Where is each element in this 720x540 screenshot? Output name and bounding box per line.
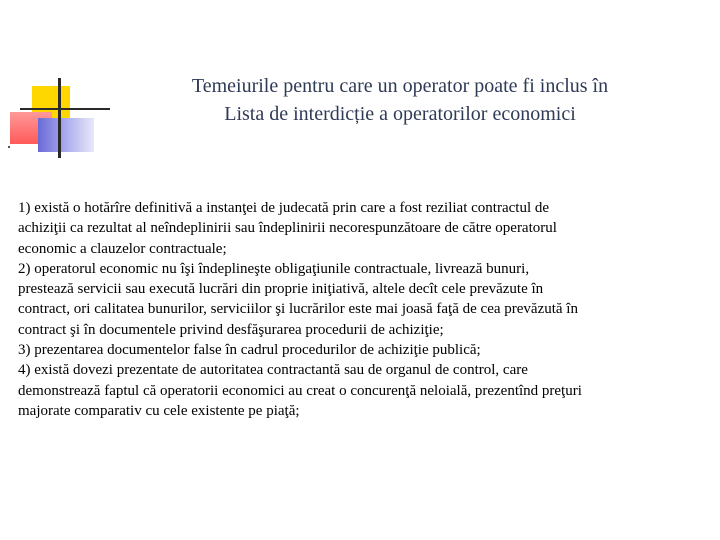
decorative-vertical-line — [58, 78, 61, 158]
body-line: 4) există dovezi prezentate de autoritatea contractantă sau de organul de control, care — [18, 362, 528, 379]
body-line: 3) prezentarea documentelor false în cadrul procedurilor de achiziţie publică; — [18, 342, 481, 359]
body-line: contract, ori calitatea bunurilor, serviciilor şi lucrărilor este mai joasă faţă de cea prevăzută în — [18, 301, 578, 318]
title-line: Lista de interdicție a operatorilor economici — [224, 103, 576, 125]
body-line: majorate comparativ cu cele existente pe piaţă; — [18, 402, 300, 419]
body-line: achiziţii ca rezultat al neîndeplinirii sau îndeplinirii necorespunzătoare de către operatorul — [18, 220, 557, 237]
decorative-blue-square — [38, 118, 94, 152]
body-line: 1) există o hotărîre definitivă a instanţei de judecată prin care a fost reziliat contractul de — [18, 200, 550, 216]
decorative-horizontal-line — [20, 108, 110, 110]
slide-body — [18, 198, 700, 421]
body-line: 2) operatorul economic nu îşi îndeplineşte obligaţiunile contractuale, livrează bunuri, — [18, 260, 530, 277]
body-line: demonstrează faptul că operatorii economici au creat o concurenţă neloială, prezentînd preţuri — [18, 382, 582, 399]
body-line: contract şi în documentele privind desfăşurarea procedurii de achiziţie; — [18, 321, 444, 338]
body-line: prestează servicii sau execută lucrări din proprie iniţiativă, altele decît cele prevăzute în — [18, 281, 544, 298]
decorative-dot — [8, 146, 10, 148]
slide-title — [100, 72, 700, 128]
body-line: economic a clauzelor contractuale; — [18, 240, 227, 257]
title-line: Temeiurile pentru care un operator poate fi inclus în — [191, 75, 609, 97]
